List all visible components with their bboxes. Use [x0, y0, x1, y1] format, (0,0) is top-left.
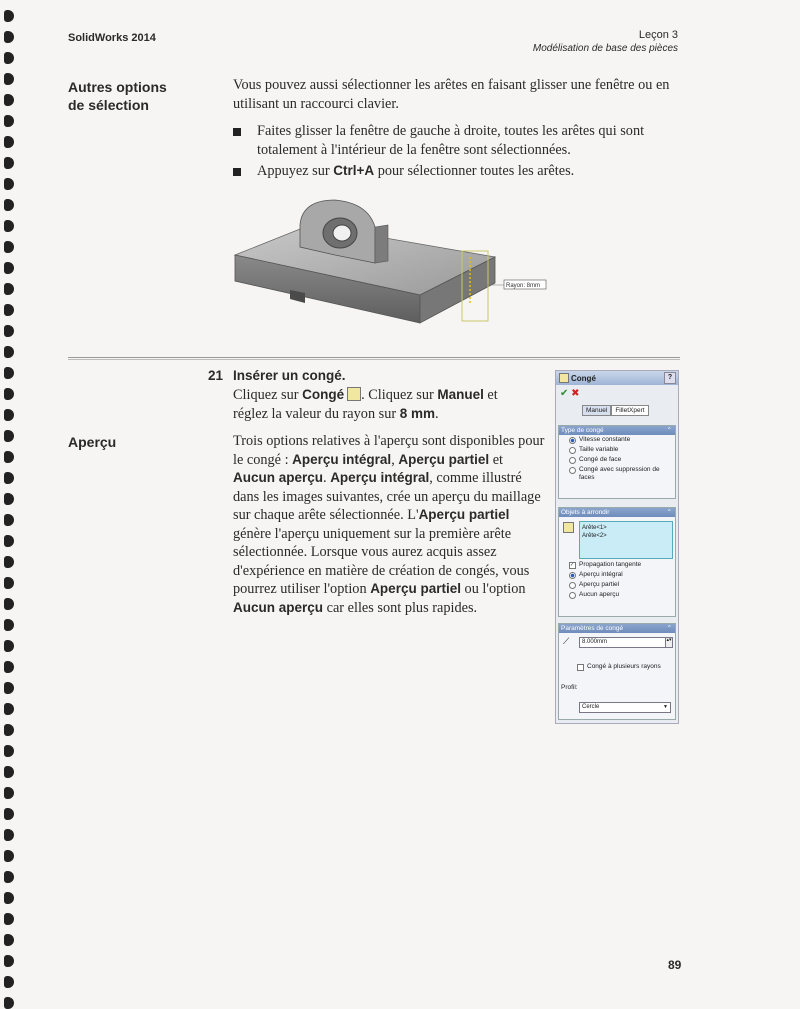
panel-tabs: [582, 405, 649, 416]
binding-ring: [4, 94, 14, 106]
radio-variable[interactable]: Taille variable: [559, 445, 675, 455]
edge-selection-icon: [563, 522, 574, 533]
list-item: Faites glisser la fenêtre de gauche à droite, toutes les arêtes qui sont totalement à l'intérieur de la fenêtre sont sélectionnées.: [233, 122, 679, 159]
section-heading-line2: de sélection: [68, 97, 149, 113]
radius-callout: Rayon: 8mm: [506, 283, 541, 289]
binding-ring: [4, 934, 14, 946]
tangent-propagation-checkbox[interactable]: ✓ Propagation tangente: [570, 561, 642, 568]
step-title: Insérer un congé.: [233, 368, 346, 383]
help-button[interactable]: ?: [664, 372, 676, 384]
binding-ring: [4, 409, 14, 421]
binding-ring: [4, 976, 14, 988]
radio-constant[interactable]: Vitesse constante: [559, 435, 675, 445]
binding-ring: [4, 913, 14, 925]
binding-ring: [4, 514, 14, 526]
bullet-list: [233, 122, 679, 184]
fillet-icon: [347, 387, 361, 401]
radius-icon: ⟋: [563, 636, 570, 646]
binding-ring: [4, 703, 14, 715]
apercu-paragraph: Trois options relatives à l'aperçu sont disponibles pour le congé : Aperçu intégral, Aperçu partiel et Aucun aperçu. Aperçu intégral, comme illustré dans les images suivantes, crée un aperçu du maillage sur chaque arête sélectionnée. L'Aperçu partiel génère l'aperçu uniquement sur la première arête sélectionnée. Lorsque vous aurez acquis assez d'expérience en matière de création de congés, vous pourrez utiliser l'option Aperçu partiel ou l'option Aucun aperçu car elles sont plus rapides.: [233, 433, 545, 616]
tab-manual[interactable]: Manuel: [582, 405, 611, 416]
profile-label: Profil:: [561, 684, 578, 691]
group-header: Objets à arrondir: [561, 509, 610, 516]
binding-ring: [4, 451, 14, 463]
binding-ring: [4, 787, 14, 799]
binding-ring: [4, 661, 14, 673]
group-header: Type de congé: [561, 427, 604, 434]
header-lesson: Leçon 3: [638, 29, 678, 41]
binding-ring: [4, 829, 14, 841]
binding-ring: [4, 766, 14, 778]
section-heading-line1: Autres options: [68, 79, 167, 95]
binding-ring: [4, 52, 14, 64]
header-product: SolidWorks 2014: [68, 32, 156, 44]
binding-ring: [4, 262, 14, 274]
section-heading: [68, 78, 167, 114]
binding-ring: [4, 388, 14, 400]
spiral-binding: [0, 0, 22, 1006]
edge-list[interactable]: [579, 521, 673, 559]
binding-ring: [4, 850, 14, 862]
binding-ring: [4, 640, 14, 652]
binding-ring: [4, 997, 14, 1009]
multi-radius-checkbox[interactable]: Congé à plusieurs rayons: [567, 662, 676, 672]
binding-ring: [4, 73, 14, 85]
binding-ring: [4, 598, 14, 610]
header-chapter: [533, 28, 678, 56]
ok-button[interactable]: ✔: [560, 388, 569, 399]
radio-full-preview[interactable]: Aperçu intégral: [559, 570, 675, 580]
binding-ring: [4, 808, 14, 820]
fillet-parameters-group: [558, 623, 676, 720]
binding-ring: [4, 892, 14, 904]
binding-ring: [4, 241, 14, 253]
chevron-down-icon: ▼: [663, 704, 668, 710]
binding-ring: [4, 745, 14, 757]
section-divider: [68, 357, 680, 360]
binding-ring: [4, 157, 14, 169]
cancel-button[interactable]: ✖: [571, 388, 580, 399]
fillet-type-group: [558, 425, 676, 499]
spinner-icon[interactable]: ▴▾: [665, 637, 673, 648]
binding-ring: [4, 304, 14, 316]
binding-ring: [4, 682, 14, 694]
collapse-icon[interactable]: ⌃: [666, 427, 672, 434]
step-instructions: Cliquez sur Congé . Cliquez sur Manuel et réglez la valeur du rayon sur 8 mm.: [233, 387, 498, 422]
binding-ring: [4, 871, 14, 883]
list-item[interactable]: Arête<1>: [582, 525, 607, 531]
binding-ring: [4, 493, 14, 505]
binding-ring: [4, 31, 14, 43]
binding-ring: [4, 535, 14, 547]
binding-ring: [4, 178, 14, 190]
binding-ring: [4, 472, 14, 484]
binding-ring: [4, 619, 14, 631]
page-number: 89: [668, 958, 682, 972]
list-item[interactable]: Arête<2>: [582, 533, 607, 539]
binding-ring: [4, 724, 14, 736]
binding-ring: [4, 430, 14, 442]
items-to-fillet-group: [558, 507, 676, 617]
radio-partial-preview[interactable]: Aperçu partiel: [559, 580, 675, 590]
panel-title: Congé: [571, 373, 596, 383]
panel-title-bar: [556, 371, 678, 385]
apercu-heading: Aperçu: [68, 434, 117, 450]
binding-ring: [4, 955, 14, 967]
collapse-icon[interactable]: ⌃: [666, 625, 672, 632]
list-item: Appuyez sur Ctrl+A pour sélectionner toutes les arêtes.: [233, 162, 679, 181]
binding-ring: [4, 220, 14, 232]
radio-face[interactable]: Congé de face: [559, 455, 675, 465]
binding-ring: [4, 577, 14, 589]
step-number: 21: [208, 368, 224, 383]
binding-ring: [4, 367, 14, 379]
fillet-property-manager: [555, 370, 679, 724]
profile-select[interactable]: Cercle ▼: [579, 702, 671, 713]
binding-ring: [4, 10, 14, 22]
fillet-icon: [559, 373, 569, 383]
radio-no-preview[interactable]: Aucun aperçu: [559, 590, 675, 600]
header-lesson-subtitle: Modélisation de base des pièces: [532, 43, 678, 54]
radio-full-round[interactable]: Congé avec suppression de faces: [559, 465, 675, 483]
intro-paragraph: Vous pouvez aussi sélectionner les arêtes en faisant glisser une fenêtre ou en utilisant un raccourci clavier.: [233, 77, 670, 112]
binding-ring: [4, 556, 14, 568]
collapse-icon[interactable]: ⌃: [666, 509, 672, 516]
binding-ring: [4, 346, 14, 358]
binding-ring: [4, 325, 14, 337]
group-header: Paramètres de congé: [561, 625, 624, 632]
tab-filletxpert[interactable]: FilletXpert: [611, 405, 648, 416]
binding-ring: [4, 136, 14, 148]
binding-ring: [4, 283, 14, 295]
ok-cancel-group: [560, 388, 580, 399]
binding-ring: [4, 199, 14, 211]
part-figure: [230, 195, 560, 330]
binding-ring: [4, 115, 14, 127]
radius-input[interactable]: 8.000mm: [579, 637, 667, 648]
